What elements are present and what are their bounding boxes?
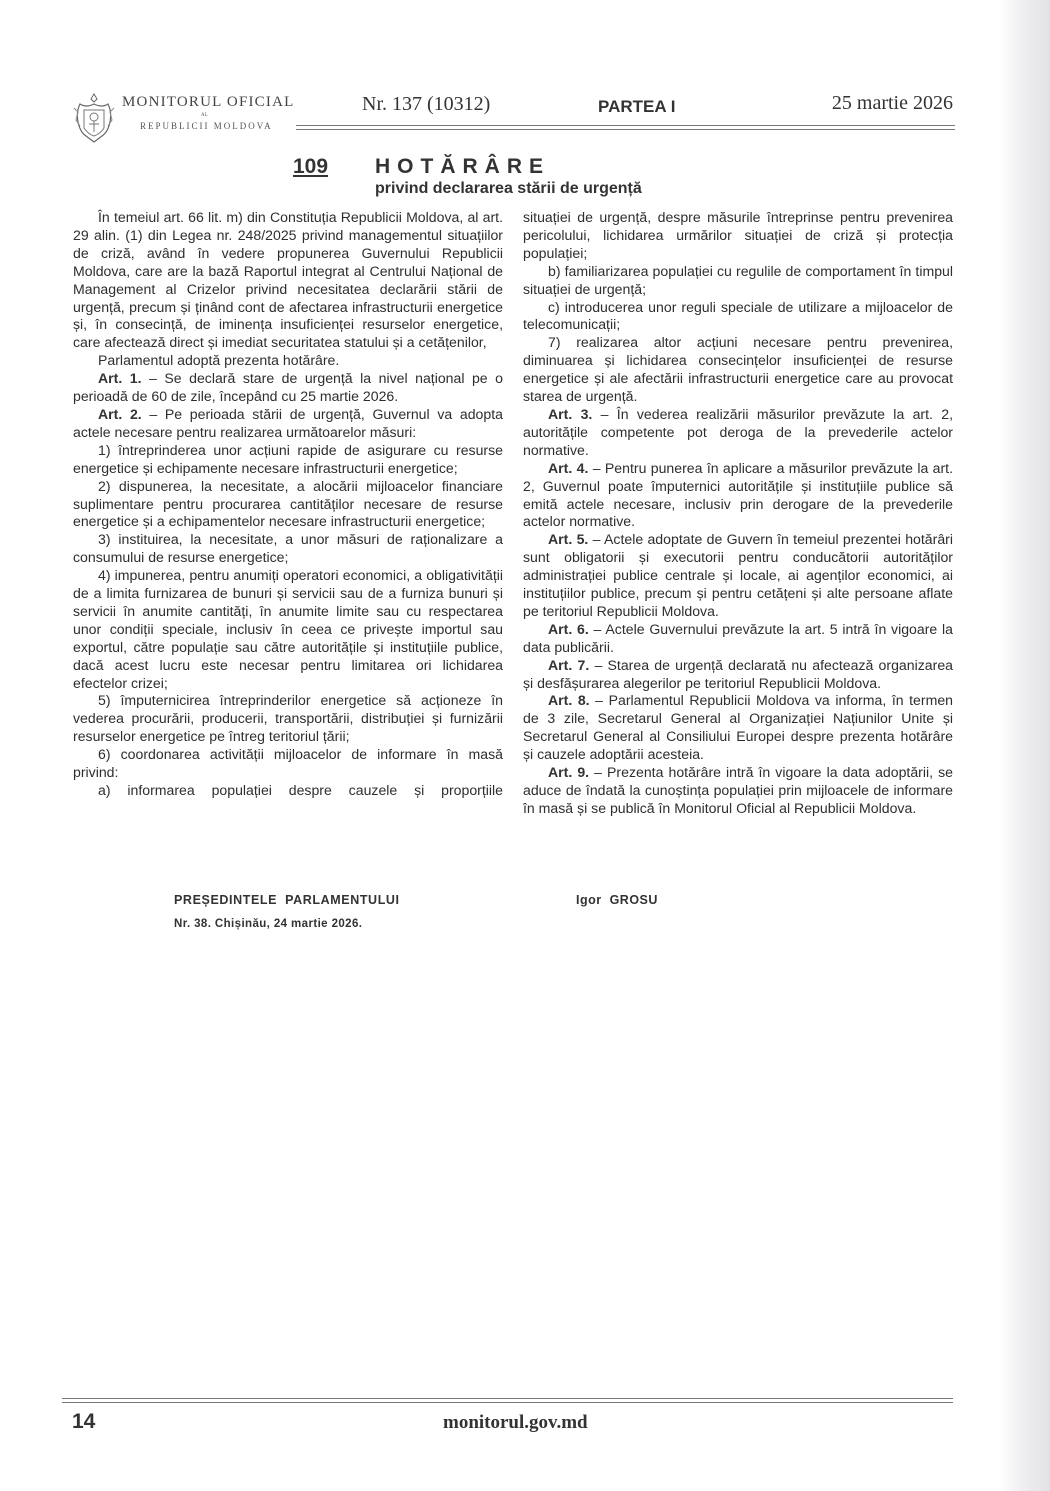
- list-item: 3) instituirea, la necesitate, a unor măsuri de raționalizare a consumului de resurse energetice;: [73, 531, 503, 566]
- header-divider: [296, 125, 955, 130]
- issue-date: 25 martie 2026: [831, 92, 953, 114]
- list-item: 5) împuternicirea întreprinderilor energetice să acționeze în vederea procurării, producerii, transportării, distribuției și furnizării resurselor energetice pe întreg teritoriul țării;: [73, 692, 503, 745]
- masthead-connector: AL: [201, 113, 208, 118]
- list-item: 7) realizarea altor acțiuni necesare pentru prevenirea, diminuarea și lichidarea consecințelor insuficienței de resurse energetice și ale afectării infrastructurii energetice care au provocat starea de urgență.: [523, 334, 953, 405]
- issue-number: Nr. 137 (10312): [362, 93, 491, 115]
- masthead: [70, 88, 955, 148]
- article-5: [523, 531, 953, 621]
- article-text: – Prezenta hotărâre intră în vigoare la data adoptării, se aduce de îndată la cunoștința populației prin mijloacele de informare în masă și se publică în Monitorul Oficial al Republicii Moldova.: [523, 764, 953, 816]
- list-item: b) familiarizarea populației cu regulile de comportament în timpul situației de urgență;: [523, 262, 953, 297]
- page-number: 14: [72, 1410, 96, 1433]
- act-subtitle: privind declararea stării de urgență: [375, 180, 642, 197]
- right-column: [523, 209, 953, 818]
- part-label: PARTEA I: [598, 97, 676, 116]
- list-item-continued: situației de urgență, despre măsurile întreprinse pentru prevenirea pericolului, lichidarea urmărilor situației de criză și protecția populației;: [523, 209, 953, 261]
- list-item: c) introducerea unor reguli speciale de utilizare a mijloacelor de telecomunicații;: [523, 298, 953, 333]
- article-label: Art. 3.: [548, 405, 593, 422]
- preamble: În temeiul art. 66 lit. m) din Constituția Republicii Moldova, al art. 29 alin. (1) din Legea nr. 248/2025 privind managementul situațiilor de criză, având în vedere propunerea Guvernului Republicii Moldova, care are la bază Raportul integrat al Centrului Național de Management al Crizelor privind necesitatea declarării stării de urgență, precum și ținând cont de afectarea infrastructurii energetice și, în consecință, de iminența insuficienței resurselor energetice, care afectează direct și imediat securitatea statului și a cetățenilor,: [73, 209, 503, 351]
- act-reference: Nr. 38. Chișinău, 24 martie 2026.: [174, 918, 363, 930]
- list-item: 6) coordonarea activității mijloacelor de informare în masă privind:: [73, 746, 503, 781]
- article-text: – Pe perioada stării de urgență, Guvernul va adopta actele necesare pentru realizarea următoarelor măsuri:: [73, 405, 503, 440]
- article-label: Art. 9.: [548, 764, 590, 781]
- list-item: 2) dispunerea, la necesitate, a alocării mijloacelor financiare suplimentare pentru procurarea cantităților necesare de resurse energetice și a echipamentelor necesare infrastructurii energetice;: [73, 477, 503, 530]
- article-6: [523, 621, 953, 657]
- website-link[interactable]: monitorul.gov.md: [443, 1412, 588, 1433]
- page-edge-shadow: [1000, 0, 1050, 1491]
- signatory-name: Igor GROSU: [576, 893, 658, 907]
- masthead-title: MONITORUL OFICIAL: [122, 94, 295, 110]
- masthead-subtitle: REPUBLICII MOLDOVA: [140, 121, 273, 131]
- signatory-title: PREȘEDINTELE PARLAMENTULUI: [174, 893, 400, 907]
- article-label: Art. 4.: [548, 459, 589, 476]
- moldova-coat-of-arms-icon: [72, 90, 116, 146]
- article-8: [523, 692, 953, 764]
- article-text: – Actele adoptate de Guvern în temeiul prezentei hotărâri sunt obligatorii și executorii pentru conducătorii autorităților administrației publice centrale și locale, ai agenților economici, ai instituțiilor publice, precum și pentru cetățeni și alte persoane aflate pe teritoriul Republicii Moldova.: [523, 531, 953, 619]
- list-item: 1) întreprinderea unor acțiuni rapide de asigurare cu resurse energetice și echipamente necesare infrastructurii energetice;: [73, 441, 503, 476]
- article-2: [73, 406, 503, 442]
- article-text: – În vederea realizării măsurilor prevăzute la art. 2, autoritățile competente pot deroga de la prevederile actelor normative.: [523, 405, 954, 458]
- article-text: – Pentru punerea în aplicare a măsurilor prevăzute la art. 2, Guvernul poate împuternici autoritățile și instituțiile publice să emită actele necesare, inclusiv prin derogare de la prevederile actelor normative.: [523, 459, 953, 530]
- list-item: a) informarea populației despre cauzele și proporțiile: [98, 782, 503, 798]
- article-label: Art. 7.: [548, 656, 590, 673]
- article-3: [523, 406, 953, 460]
- footer-divider: [62, 1398, 953, 1403]
- act-number: 109: [293, 155, 329, 178]
- article-label: Art. 1.: [98, 370, 142, 387]
- act-type: HOTĂRÂRE: [375, 155, 550, 178]
- article-1: [73, 370, 503, 406]
- article-label: Art. 5.: [548, 531, 589, 548]
- article-label: Art. 6.: [548, 620, 589, 637]
- list-item: 4) impunerea, pentru anumiți operatori economici, a obligativității de a limita furnizarea de bunuri și servicii sau de a furniza bunuri și servicii în anumite cantități, în anumite limite sau cu respectarea unor condiții speciale, inclusiv în ceea ce privește importul sau exportul, către populație sau către autoritățile și instituțiile publice, dacă acest lucru este necesar pentru limitarea ori lichidarea efectelor crizei;: [73, 567, 503, 691]
- article-4: [523, 460, 953, 532]
- article-text: – Se declară stare de urgență la nivel național pe o perioadă de 60 de zile, începând cu 25 martie 2026.: [73, 370, 503, 405]
- adoption-statement: Parlamentul adoptă prezenta hotărâre.: [98, 352, 340, 369]
- left-column: [73, 209, 503, 800]
- article-9: [523, 764, 953, 818]
- article-label: Art. 8.: [548, 692, 590, 709]
- article-text: – Parlamentul Republicii Moldova va informa, în termen de 3 zile, Secretarul General al Organizației Națiunilor Unite și Secretarul General al Consiliului Europei despre prezenta hotărâre și cauzele adoptării acesteia.: [523, 692, 954, 763]
- article-text: – Actele Guvernului prevăzute la art. 5 intră în vigoare la data publicării.: [523, 620, 953, 655]
- article-7: [523, 657, 953, 693]
- article-text: – Starea de urgență declarată nu afectează organizarea și desfășurarea alegerilor pe teritoriul Republicii Moldova.: [523, 656, 953, 691]
- article-label: Art. 2.: [98, 405, 142, 422]
